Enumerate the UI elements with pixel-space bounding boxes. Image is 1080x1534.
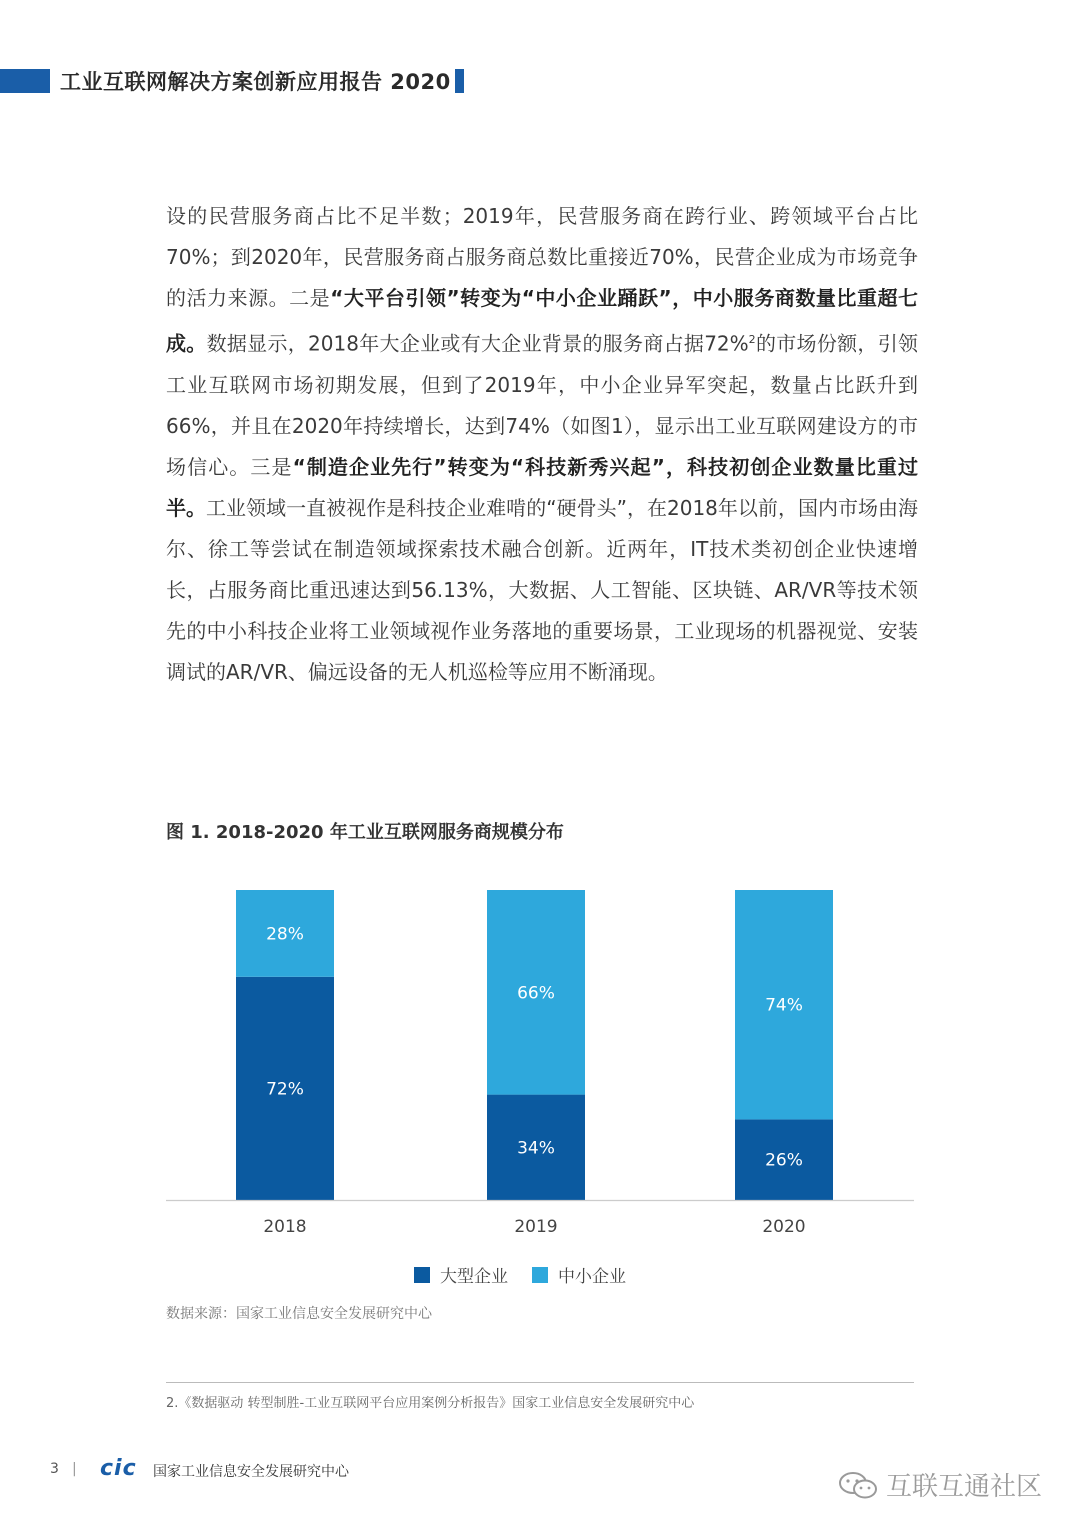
header-accent-bar xyxy=(0,69,50,93)
data-label-2018-series-1: 28% xyxy=(266,924,304,945)
x-tick-label-2020: 2020 xyxy=(762,1217,806,1237)
body-paragraph xyxy=(166,196,918,693)
footer-organization: 国家工业信息安全发展研究中心 xyxy=(153,1464,349,1480)
body-text-3: 的市场份额，引领工业互联网市场初期发展，但到了2019年，中小企业异军突起，数量占比跃升到66%，并且在2020年持续增长，达到74%（如图1），显示出工业互联网建设方的市场信心。三是 xyxy=(166,331,919,479)
footer-separator: | xyxy=(72,1461,77,1477)
figure-title: 图 1. 2018-2020 年工业互联网服务商规模分布 xyxy=(166,822,564,843)
body-text-2: 数据显示，2018年大企业或有大企业背景的服务商占据72% xyxy=(206,331,749,356)
legend-swatch-large xyxy=(414,1267,430,1283)
stacked-bar-chart xyxy=(160,880,920,1240)
footnote-divider xyxy=(166,1382,914,1383)
cic-logo: cic xyxy=(100,1456,137,1481)
chart-legend xyxy=(414,1262,626,1287)
footnote-ref[interactable]: 2 xyxy=(748,333,756,346)
legend-swatch-sme xyxy=(532,1267,548,1283)
footnote: 2.《数据驱动 转型制胜-工业互联网平台应用案例分析报告》国家工业信息安全发展研究中心 xyxy=(166,1396,695,1411)
legend-item-sme xyxy=(532,1262,626,1287)
header-accent-marker xyxy=(455,69,464,93)
legend-item-large xyxy=(414,1262,508,1287)
page-number: 3 xyxy=(50,1461,59,1477)
data-source: 数据来源：国家工业信息安全发展研究中心 xyxy=(166,1306,432,1322)
report-title: 工业互联网解决方案创新应用报告 2020 xyxy=(60,70,451,94)
data-label-2019-series-0: 34% xyxy=(517,1138,555,1159)
wechat-icon xyxy=(838,1470,878,1500)
data-label-2020-series-0: 26% xyxy=(765,1150,803,1171)
data-label-2020-series-1: 74% xyxy=(765,995,803,1016)
data-label-2018-series-0: 72% xyxy=(266,1079,304,1100)
body-bold-1: “大平台引领”转变为“中小企业踊跃”，中小服务商数量比重超七成。 xyxy=(166,286,919,356)
x-tick-label-2018: 2018 xyxy=(263,1217,307,1237)
body-text-1: 设的民营服务商占比不足半数；2019年，民营服务商在跨行业、跨领域平台占比70%；到2020年，民营服务商占服务商总数比重接近70%，民营企业成为市场竞争的活力来源。二是 xyxy=(166,204,918,310)
chart-svg xyxy=(160,880,920,1240)
x-tick-label-2019: 2019 xyxy=(514,1217,558,1237)
legend-label-sme: 中小企业 xyxy=(558,1267,626,1287)
data-label-2019-series-1: 66% xyxy=(517,983,555,1004)
legend-label-large: 大型企业 xyxy=(440,1267,508,1287)
body-text-4: 工业领域一直被视作是科技企业难啃的“硬骨头”，在2018年以前，国内市场由海尔、徐工等尝试在制造领域探索技术融合创新。近两年，IT技术类初创企业快速增长，占服务商比重迅速达到56.13%，大数据、人工智能、区块链、AR/VR等技术领先的中小科技企业将工业领域视作业务落地的重要场景，工业现场的机器视觉、安装调试的AR/VR、偏远设备的无人机巡检等应用不断涌现。 xyxy=(166,495,919,684)
body-bold-2: “制造企业先行”转变为“科技新秀兴起”，科技初创企业数量比重过半。 xyxy=(166,454,919,520)
watermark-text: 互联互通社区 xyxy=(886,1472,1043,1502)
watermark xyxy=(838,1466,1042,1503)
